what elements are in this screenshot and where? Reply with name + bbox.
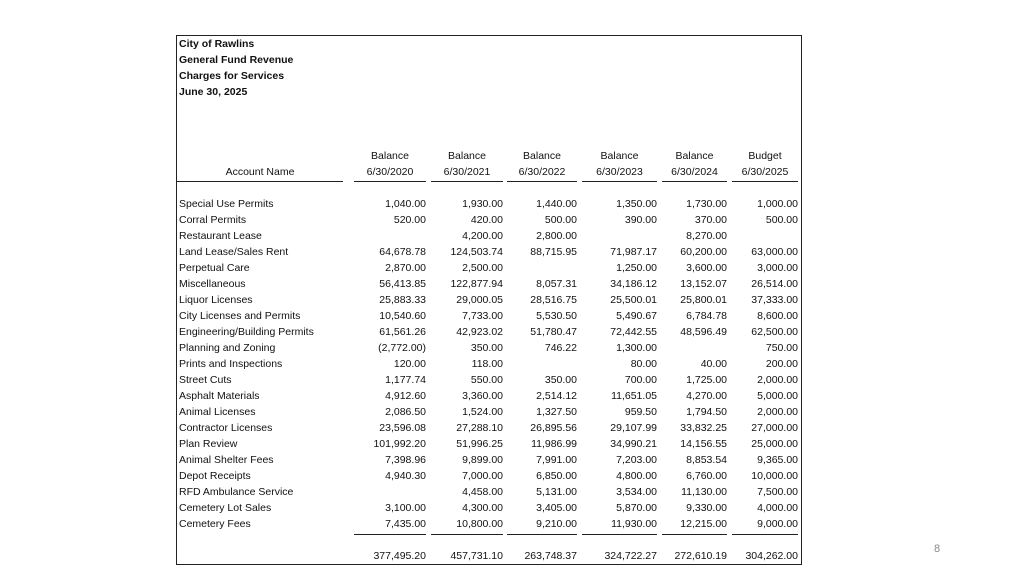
amount-cell: 25,000.00 <box>751 438 798 450</box>
amount-cell: 2,514.12 <box>536 390 577 402</box>
amount-cell: 27,288.10 <box>456 422 503 434</box>
report-fund: General Fund Revenue <box>179 54 294 66</box>
table-row <box>177 420 801 436</box>
column-header-top: Balance <box>675 150 714 162</box>
amount-cell: 12,215.00 <box>680 518 727 530</box>
amount-cell: 61,561.26 <box>379 326 426 338</box>
amount-cell: 8,057.31 <box>536 278 577 290</box>
amount-cell: 64,678.78 <box>379 246 426 258</box>
amount-cell: 11,986.99 <box>531 438 577 450</box>
account-name: Planning and Zoning <box>179 342 276 354</box>
amount-cell: 350.00 <box>470 342 503 354</box>
total-underline <box>354 534 426 535</box>
amount-cell: 2,870.00 <box>385 262 426 274</box>
amount-cell: 9,000.00 <box>757 518 798 530</box>
amount-cell: 13,152.07 <box>680 278 727 290</box>
amount-cell: 80.00 <box>630 358 657 370</box>
amount-cell: 4,200.00 <box>462 230 503 242</box>
amount-cell: 2,800.00 <box>536 230 577 242</box>
total-cell: 457,731.10 <box>450 550 503 562</box>
amount-cell: 9,210.00 <box>536 518 577 530</box>
amount-cell: 8,853.54 <box>686 454 727 466</box>
amount-cell: 72,442.55 <box>610 326 657 338</box>
table-row <box>177 244 801 260</box>
account-name: Animal Licenses <box>179 406 256 418</box>
column-header-top: Balance <box>523 150 561 162</box>
total-cell: 304,262.00 <box>745 550 798 562</box>
account-name: City Licenses and Permits <box>179 310 301 322</box>
amount-cell: 122,877.94 <box>450 278 503 290</box>
amount-cell: 5,870.00 <box>616 502 657 514</box>
amount-cell: 8,270.00 <box>686 230 727 242</box>
table-row <box>177 452 801 468</box>
amount-cell: 700.00 <box>624 374 657 386</box>
amount-cell: 8,600.00 <box>757 310 798 322</box>
amount-cell: 7,733.00 <box>462 310 503 322</box>
amount-cell: 2,000.00 <box>757 374 798 386</box>
amount-cell: 48,596.49 <box>680 326 727 338</box>
total-underline <box>582 534 657 535</box>
amount-cell: 5,000.00 <box>757 390 798 402</box>
amount-cell: 3,405.00 <box>536 502 577 514</box>
table-row <box>177 228 801 244</box>
column-header-top: Budget <box>748 150 782 162</box>
amount-cell: 4,270.00 <box>686 390 727 402</box>
amount-cell: 7,000.00 <box>462 470 503 482</box>
account-name: Cemetery Lot Sales <box>179 502 272 514</box>
amount-cell: 1,730.00 <box>686 198 727 210</box>
report-city: City of Rawlins <box>179 38 255 50</box>
table-row <box>177 436 801 452</box>
total-cell: 324,722.27 <box>604 550 657 562</box>
total-underline <box>507 534 577 535</box>
table-row <box>177 292 801 308</box>
amount-cell: 1,794.50 <box>686 406 727 418</box>
amount-cell: 1,000.00 <box>757 198 798 210</box>
header-underline <box>582 181 657 182</box>
amount-cell: 350.00 <box>544 374 577 386</box>
amount-cell: 56,413.85 <box>379 278 426 290</box>
amount-cell: 1,327.50 <box>536 406 577 418</box>
table-row <box>177 196 801 212</box>
amount-cell: 1,930.00 <box>462 198 503 210</box>
amount-cell: 29,107.99 <box>610 422 657 434</box>
amount-cell: 63,000.00 <box>751 246 798 258</box>
amount-cell: 4,800.00 <box>616 470 657 482</box>
amount-cell: 3,534.00 <box>616 486 657 498</box>
amount-cell: (2,772.00) <box>378 342 426 354</box>
column-header-top: Balance <box>600 150 639 162</box>
column-header-account-name: Account Name <box>225 166 295 178</box>
amount-cell: 750.00 <box>765 342 798 354</box>
amount-cell: 7,435.00 <box>385 518 426 530</box>
amount-cell: 27,000.00 <box>751 422 798 434</box>
account-name: Engineering/Building Permits <box>179 326 314 338</box>
amount-cell: 1,040.00 <box>385 198 426 210</box>
table-row <box>177 372 801 388</box>
amount-cell: 26,514.00 <box>751 278 798 290</box>
total-cell: 272,610.19 <box>674 550 727 562</box>
table-row <box>177 516 801 532</box>
column-header-top: Balance <box>371 150 409 162</box>
table-row <box>177 468 801 484</box>
amount-cell: 1,350.00 <box>616 198 657 210</box>
amount-cell: 746.22 <box>544 342 577 354</box>
account-name: Miscellaneous <box>179 278 246 290</box>
header-underline <box>431 181 503 182</box>
header-underline <box>177 181 343 182</box>
header-underline <box>354 181 426 182</box>
amount-cell: 120.00 <box>393 358 426 370</box>
account-name: RFD Ambulance Service <box>179 486 294 498</box>
total-underline <box>431 534 503 535</box>
total-underline <box>662 534 727 535</box>
amount-cell: 7,203.00 <box>616 454 657 466</box>
amount-cell: 9,365.00 <box>757 454 798 466</box>
amount-cell: 25,883.33 <box>379 294 426 306</box>
table-row <box>177 308 801 324</box>
account-name: Contractor Licenses <box>179 422 273 434</box>
amount-cell: 1,300.00 <box>616 342 657 354</box>
amount-cell: 51,780.47 <box>530 326 577 338</box>
column-header-date: 6/30/2025 <box>741 166 789 178</box>
amount-cell: 5,530.50 <box>536 310 577 322</box>
amount-cell: 6,760.00 <box>686 470 727 482</box>
amount-cell: 42,923.02 <box>456 326 503 338</box>
amount-cell: 4,458.00 <box>462 486 503 498</box>
amount-cell: 11,130.00 <box>681 486 727 498</box>
amount-cell: 34,186.12 <box>610 278 657 290</box>
amount-cell: 370.00 <box>694 214 727 226</box>
amount-cell: 2,086.50 <box>385 406 426 418</box>
total-cell: 263,748.37 <box>524 550 577 562</box>
amount-cell: 62,500.00 <box>751 326 798 338</box>
amount-cell: 9,330.00 <box>686 502 727 514</box>
amount-cell: 88,715.95 <box>530 246 577 258</box>
amount-cell: 14,156.55 <box>680 438 727 450</box>
amount-cell: 7,500.00 <box>757 486 798 498</box>
amount-cell: 71,987.17 <box>610 246 657 258</box>
amount-cell: 10,800.00 <box>456 518 503 530</box>
table-row <box>177 340 801 356</box>
account-name: Asphalt Materials <box>179 390 260 402</box>
amount-cell: 959.50 <box>624 406 657 418</box>
amount-cell: 101,992.20 <box>373 438 426 450</box>
amount-cell: 390.00 <box>624 214 657 226</box>
table-row <box>177 276 801 292</box>
table-row <box>177 324 801 340</box>
amount-cell: 11,930.00 <box>611 518 657 530</box>
column-header-date: 6/30/2020 <box>366 166 414 178</box>
amount-cell: 5,490.67 <box>616 310 657 322</box>
table-row <box>177 500 801 516</box>
amount-cell: 4,300.00 <box>462 502 503 514</box>
amount-cell: 520.00 <box>393 214 426 226</box>
amount-cell: 37,333.00 <box>751 294 798 306</box>
amount-cell: 5,131.00 <box>536 486 577 498</box>
page-number: 8 <box>934 543 941 555</box>
column-header-date: 6/30/2024 <box>671 166 718 178</box>
report-date: June 30, 2025 <box>179 86 248 98</box>
header-underline <box>732 181 798 182</box>
header-underline <box>662 181 727 182</box>
amount-cell: 550.00 <box>470 374 503 386</box>
account-name: Street Cuts <box>179 374 232 386</box>
amount-cell: 33,832.25 <box>680 422 727 434</box>
amount-cell: 500.00 <box>765 214 798 226</box>
account-name: Special Use Permits <box>179 198 274 210</box>
amount-cell: 1,177.74 <box>385 374 426 386</box>
column-header-date: 6/30/2021 <box>443 166 491 178</box>
total-underline <box>732 534 798 535</box>
amount-cell: 10,000.00 <box>751 470 798 482</box>
amount-cell: 200.00 <box>765 358 798 370</box>
amount-cell: 25,800.01 <box>680 294 727 306</box>
amount-cell: 3,360.00 <box>462 390 503 402</box>
account-name: Animal Shelter Fees <box>179 454 274 466</box>
amount-cell: 1,725.00 <box>686 374 727 386</box>
total-cell: 377,495.20 <box>373 550 426 562</box>
totals-row <box>177 548 801 564</box>
amount-cell: 40.00 <box>700 358 727 370</box>
amount-cell: 60,200.00 <box>680 246 727 258</box>
amount-cell: 28,516.75 <box>530 294 577 306</box>
amount-cell: 9,899.00 <box>462 454 503 466</box>
amount-cell: 6,850.00 <box>536 470 577 482</box>
amount-cell: 3,600.00 <box>686 262 727 274</box>
account-name: Prints and Inspections <box>179 358 283 370</box>
amount-cell: 4,940.30 <box>385 470 426 482</box>
amount-cell: 34,990.21 <box>610 438 657 450</box>
amount-cell: 1,250.00 <box>616 262 657 274</box>
account-name: Plan Review <box>179 438 238 450</box>
amount-cell: 3,100.00 <box>385 502 426 514</box>
amount-cell: 4,912.60 <box>385 390 426 402</box>
table-row <box>177 404 801 420</box>
table-row <box>177 388 801 404</box>
account-name: Cemetery Fees <box>179 518 251 530</box>
amount-cell: 6,784.78 <box>686 310 727 322</box>
table-row <box>177 212 801 228</box>
table-row <box>177 260 801 276</box>
column-header-date: 6/30/2022 <box>518 166 566 178</box>
amount-cell: 2,500.00 <box>462 262 503 274</box>
amount-cell: 1,524.00 <box>462 406 503 418</box>
amount-cell: 29,000.05 <box>456 294 503 306</box>
column-header-top: Balance <box>448 150 486 162</box>
amount-cell: 2,000.00 <box>757 406 798 418</box>
amount-cell: 51,996.25 <box>456 438 503 450</box>
amount-cell: 1,440.00 <box>536 198 577 210</box>
account-name: Corral Permits <box>179 214 247 226</box>
amount-cell: 26,895.56 <box>530 422 577 434</box>
amount-cell: 10,540.60 <box>379 310 426 322</box>
amount-cell: 124,503.74 <box>450 246 503 258</box>
revenue-table <box>176 35 802 565</box>
amount-cell: 4,000.00 <box>757 502 798 514</box>
amount-cell: 500.00 <box>544 214 577 226</box>
account-name: Restaurant Lease <box>179 230 262 242</box>
amount-cell: 7,991.00 <box>536 454 577 466</box>
table-row <box>177 356 801 372</box>
account-name: Depot Receipts <box>179 470 251 482</box>
account-name: Land Lease/Sales Rent <box>179 246 289 258</box>
amount-cell: 3,000.00 <box>757 262 798 274</box>
header-underline <box>507 181 577 182</box>
amount-cell: 23,596.08 <box>379 422 426 434</box>
amount-cell: 11,651.05 <box>611 390 657 402</box>
account-name: Perpetual Care <box>179 262 250 274</box>
report-category: Charges for Services <box>179 70 285 82</box>
amount-cell: 7,398.96 <box>385 454 426 466</box>
column-header-date: 6/30/2023 <box>596 166 643 178</box>
account-name: Liquor Licenses <box>179 294 253 306</box>
amount-cell: 25,500.01 <box>610 294 657 306</box>
table-row <box>177 484 801 500</box>
amount-cell: 420.00 <box>470 214 503 226</box>
amount-cell: 118.00 <box>471 358 503 370</box>
